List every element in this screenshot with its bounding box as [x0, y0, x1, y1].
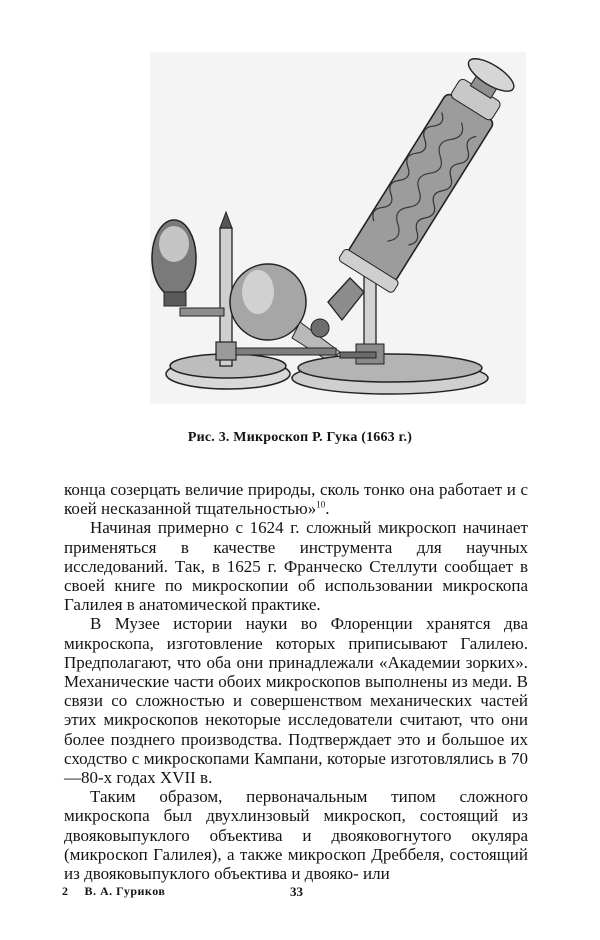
page-number: 33	[290, 884, 303, 899]
paragraph: В Музее истории науки во Флоренции хранятся два микроскопа, изготовление которых приписывают Галилею. Предполагают, что оба они принадлежали «Академии зорких». Механические части обоих микроскопов выполнены из меди. В связи со сложностью и совершенством механических частей этих микроскопов некоторые исследователи считают, что они более позднего производства. Подтверждает это и большое их сходство с микроскопами Кампани, которые изготовлялись в 70—80-х годах XVII в.	[64, 614, 528, 788]
signature-author: В. А. Гуриков	[84, 884, 166, 898]
microscope-illustration	[150, 52, 526, 404]
paragraph-tail: .	[325, 499, 330, 519]
figure-caption: Рис. 3. Микроскоп Р. Гука (1663 г.)	[187, 430, 413, 445]
body-text	[64, 480, 528, 883]
paragraph	[64, 480, 528, 518]
paragraph-text: конца созерцать величие природы, сколь тонко она работает и с коей несказанной тщательностью»	[64, 480, 528, 519]
paragraph: Таким образом, первоначальным типом сложного микроскопа был двухлинзовый микроскоп, состоящий из двояковыпуклого объектива и двояковогнутого окуляра (микроскоп Галилея), а также микроскоп Дреббеля, состоящий из двояковыпуклого объектива и двояко- или	[64, 787, 528, 884]
signature-mark	[62, 884, 165, 899]
signature-number: 2	[62, 884, 69, 898]
hooke-microscope-figure	[150, 52, 526, 404]
footnote-ref: 10	[316, 499, 326, 510]
paragraph: Начиная примерно с 1624 г. сложный микроскоп начинает применяться в качестве инструмента для научных исследований. Так, в 1625 г. Франческо Стеллути сообщает в своей книге по микроскопии об использовании микроскопа Галилея в анатомической практике.	[64, 518, 528, 615]
